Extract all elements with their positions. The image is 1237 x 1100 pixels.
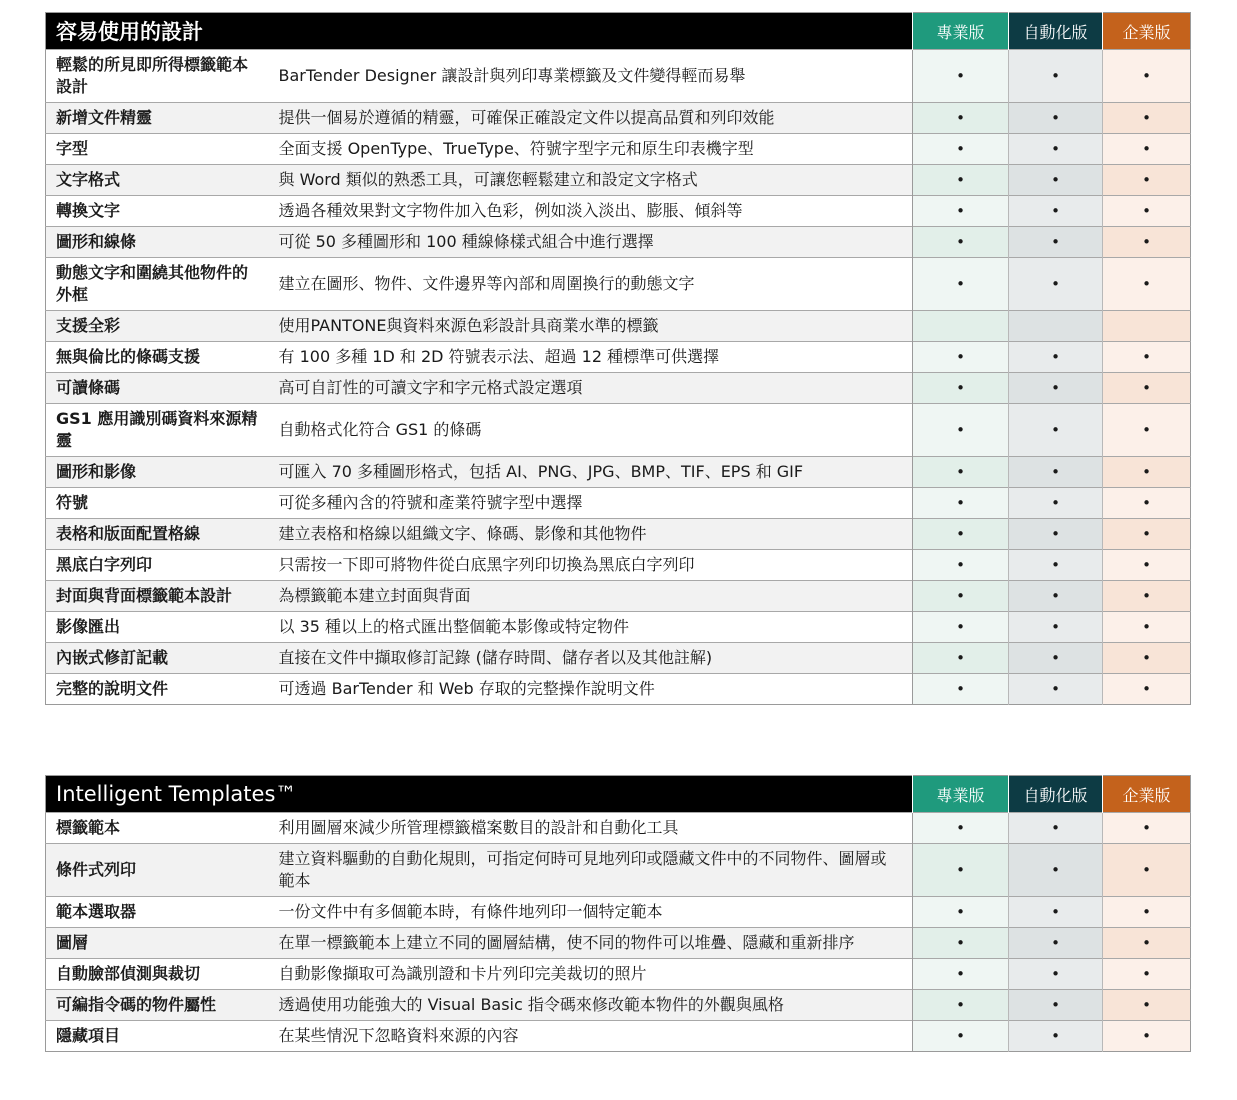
feature-rows — [46, 50, 1191, 705]
availability-mark-auto: • — [1009, 404, 1103, 457]
availability-mark-pro: • — [913, 165, 1009, 196]
feature-description: 自動影像擷取可為識別證和卡片列印完美裁切的照片 — [271, 959, 913, 990]
feature-description: 透過使用功能強大的 Visual Basic 指令碼來修改範本物件的外觀與風格 — [271, 990, 913, 1021]
table-row — [46, 959, 1191, 990]
table-row — [46, 103, 1191, 134]
feature-name: 完整的說明文件 — [46, 674, 271, 705]
feature-name: 條件式列印 — [46, 844, 271, 897]
table-row — [46, 50, 1191, 103]
availability-mark-auto: • — [1009, 674, 1103, 705]
availability-mark-ent: • — [1103, 959, 1191, 990]
feature-name: 表格和版面配置格線 — [46, 519, 271, 550]
feature-description: BarTender Designer 讓設計與列印專業標籤及文件變得輕而易舉 — [271, 50, 913, 103]
availability-mark-ent: • — [1103, 165, 1191, 196]
table-row — [46, 674, 1191, 705]
feature-description: 可透過 BarTender 和 Web 存取的完整操作說明文件 — [271, 674, 913, 705]
edition-header-automation: 自動化版 — [1009, 776, 1103, 813]
availability-mark-auto: • — [1009, 103, 1103, 134]
edition-header-automation: 自動化版 — [1009, 13, 1103, 50]
feature-description: 高可自訂性的可讀文字和字元格式設定選項 — [271, 373, 913, 404]
table-row — [46, 196, 1191, 227]
availability-mark-pro: • — [913, 674, 1009, 705]
feature-description: 建立資料驅動的自動化規則，可指定何時可見地列印或隱藏文件中的不同物件、圖層或範本 — [271, 844, 913, 897]
feature-description: 可從 50 多種圖形和 100 種線條樣式組合中進行選擇 — [271, 227, 913, 258]
edition-header-professional: 專業版 — [913, 13, 1009, 50]
availability-mark-pro: • — [913, 519, 1009, 550]
table-row — [46, 581, 1191, 612]
availability-mark-ent: • — [1103, 813, 1191, 844]
feature-table-intelligent-templates — [45, 775, 1191, 1052]
availability-mark-pro: • — [913, 227, 1009, 258]
feature-description: 建立表格和格線以組織文字、條碼、影像和其他物件 — [271, 519, 913, 550]
feature-name: 新增文件精靈 — [46, 103, 271, 134]
feature-name: 圖形和線條 — [46, 227, 271, 258]
feature-name: 輕鬆的所見即所得標籤範本設計 — [46, 50, 271, 103]
feature-name: 動態文字和圍繞其他物件的外框 — [46, 258, 271, 311]
availability-mark-ent: • — [1103, 227, 1191, 258]
availability-mark-auto: • — [1009, 897, 1103, 928]
availability-mark-pro: • — [913, 196, 1009, 227]
availability-mark-auto: • — [1009, 844, 1103, 897]
feature-name: 支援全彩 — [46, 311, 271, 342]
feature-description: 直接在文件中擷取修訂記錄 (儲存時間、儲存者以及其他註解) — [271, 643, 913, 674]
availability-mark-pro: • — [913, 959, 1009, 990]
availability-mark-auto: • — [1009, 165, 1103, 196]
table-row — [46, 311, 1191, 342]
table-row — [46, 165, 1191, 196]
table-row — [46, 457, 1191, 488]
feature-name: 影像匯出 — [46, 612, 271, 643]
feature-description: 在某些情況下忽略資料來源的內容 — [271, 1021, 913, 1052]
availability-mark-ent — [1103, 311, 1191, 342]
table-row — [46, 519, 1191, 550]
feature-name: 可讀條碼 — [46, 373, 271, 404]
table-row — [46, 643, 1191, 674]
availability-mark-auto: • — [1009, 519, 1103, 550]
feature-name: 圖層 — [46, 928, 271, 959]
edition-header-professional: 專業版 — [913, 776, 1009, 813]
table-row — [46, 227, 1191, 258]
availability-mark-auto: • — [1009, 457, 1103, 488]
feature-description: 一份文件中有多個範本時，有條件地列印一個特定範本 — [271, 897, 913, 928]
availability-mark-ent: • — [1103, 342, 1191, 373]
feature-description: 可從多種內含的符號和產業符號字型中選擇 — [271, 488, 913, 519]
availability-mark-ent: • — [1103, 488, 1191, 519]
section-title: 容易使用的設計 — [46, 13, 913, 50]
availability-mark-auto: • — [1009, 50, 1103, 103]
availability-mark-pro: • — [913, 457, 1009, 488]
availability-mark-ent: • — [1103, 1021, 1191, 1052]
feature-name: 文字格式 — [46, 165, 271, 196]
availability-mark-ent: • — [1103, 519, 1191, 550]
availability-mark-ent: • — [1103, 50, 1191, 103]
availability-mark-auto: • — [1009, 612, 1103, 643]
feature-description: 透過各種效果對文字物件加入色彩，例如淡入淡出、膨脹、傾斜等 — [271, 196, 913, 227]
feature-name: 內嵌式修訂記載 — [46, 643, 271, 674]
table-row — [46, 897, 1191, 928]
availability-mark-auto: • — [1009, 813, 1103, 844]
availability-mark-pro: • — [913, 550, 1009, 581]
feature-name: 無與倫比的條碼支援 — [46, 342, 271, 373]
feature-description: 使用PANTONE與資料來源色彩設計具商業水準的標籤 — [271, 311, 913, 342]
availability-mark-auto: • — [1009, 373, 1103, 404]
availability-mark-auto: • — [1009, 196, 1103, 227]
feature-description: 與 Word 類似的熟悉工具，可讓您輕鬆建立和設定文字格式 — [271, 165, 913, 196]
feature-description: 全面支援 OpenType、TrueType、符號字型字元和原生印表機字型 — [271, 134, 913, 165]
availability-mark-auto: • — [1009, 550, 1103, 581]
availability-mark-ent: • — [1103, 897, 1191, 928]
availability-mark-pro: • — [913, 1021, 1009, 1052]
feature-description: 以 35 種以上的格式匯出整個範本影像或特定物件 — [271, 612, 913, 643]
availability-mark-ent: • — [1103, 674, 1191, 705]
feature-description: 利用圖層來減少所管理標籤檔案數目的設計和自動化工具 — [271, 813, 913, 844]
availability-mark-pro: • — [913, 928, 1009, 959]
availability-mark-auto: • — [1009, 643, 1103, 674]
feature-name: 可編指令碼的物件屬性 — [46, 990, 271, 1021]
availability-mark-pro: • — [913, 258, 1009, 311]
availability-mark-pro — [913, 311, 1009, 342]
feature-description: 可匯入 70 多種圖形格式，包括 AI、PNG、JPG、BMP、TIF、EPS 和 GIF — [271, 457, 913, 488]
table-row — [46, 612, 1191, 643]
availability-mark-auto: • — [1009, 581, 1103, 612]
availability-mark-pro: • — [913, 897, 1009, 928]
feature-table-easy-design — [45, 12, 1191, 705]
availability-mark-auto: • — [1009, 488, 1103, 519]
table-row — [46, 488, 1191, 519]
availability-mark-pro: • — [913, 488, 1009, 519]
availability-mark-ent: • — [1103, 373, 1191, 404]
availability-mark-ent: • — [1103, 928, 1191, 959]
table-row — [46, 404, 1191, 457]
availability-mark-pro: • — [913, 581, 1009, 612]
availability-mark-auto: • — [1009, 959, 1103, 990]
feature-description: 在單一標籤範本上建立不同的圖層結構，使不同的物件可以堆疊、隱藏和重新排序 — [271, 928, 913, 959]
availability-mark-ent: • — [1103, 457, 1191, 488]
availability-mark-pro: • — [913, 373, 1009, 404]
table-row — [46, 550, 1191, 581]
feature-description: 為標籤範本建立封面與背面 — [271, 581, 913, 612]
feature-name: 黑底白字列印 — [46, 550, 271, 581]
availability-mark-auto — [1009, 311, 1103, 342]
availability-mark-ent: • — [1103, 643, 1191, 674]
feature-rows — [46, 813, 1191, 1052]
table-row — [46, 990, 1191, 1021]
feature-description: 有 100 多種 1D 和 2D 符號表示法、超過 12 種標準可供選擇 — [271, 342, 913, 373]
availability-mark-auto: • — [1009, 990, 1103, 1021]
availability-mark-ent: • — [1103, 844, 1191, 897]
edition-header-enterprise: 企業版 — [1103, 776, 1191, 813]
availability-mark-ent: • — [1103, 134, 1191, 165]
table-row — [46, 373, 1191, 404]
availability-mark-pro: • — [913, 643, 1009, 674]
feature-description: 只需按一下即可將物件從白底黑字列印切換為黑底白字列印 — [271, 550, 913, 581]
availability-mark-pro: • — [913, 844, 1009, 897]
availability-mark-ent: • — [1103, 196, 1191, 227]
feature-description: 自動格式化符合 GS1 的條碼 — [271, 404, 913, 457]
table-row — [46, 342, 1191, 373]
feature-name: GS1 應用識別碼資料來源精靈 — [46, 404, 271, 457]
availability-mark-auto: • — [1009, 227, 1103, 258]
feature-description: 提供一個易於遵循的精靈，可確保正確設定文件以提高品質和列印效能 — [271, 103, 913, 134]
availability-mark-pro: • — [913, 342, 1009, 373]
availability-mark-ent: • — [1103, 550, 1191, 581]
table-row — [46, 258, 1191, 311]
availability-mark-pro: • — [913, 404, 1009, 457]
feature-name: 轉換文字 — [46, 196, 271, 227]
table-row — [46, 134, 1191, 165]
availability-mark-ent: • — [1103, 258, 1191, 311]
table-row — [46, 813, 1191, 844]
availability-mark-pro: • — [913, 813, 1009, 844]
feature-name: 圖形和影像 — [46, 457, 271, 488]
availability-mark-ent: • — [1103, 581, 1191, 612]
availability-mark-pro: • — [913, 134, 1009, 165]
availability-mark-auto: • — [1009, 342, 1103, 373]
table-row — [46, 844, 1191, 897]
availability-mark-auto: • — [1009, 928, 1103, 959]
feature-name: 字型 — [46, 134, 271, 165]
section-title: Intelligent Templates™ — [46, 776, 913, 813]
table-row — [46, 1021, 1191, 1052]
table-row — [46, 928, 1191, 959]
availability-mark-pro: • — [913, 990, 1009, 1021]
availability-mark-ent: • — [1103, 990, 1191, 1021]
feature-name: 符號 — [46, 488, 271, 519]
feature-name: 隱藏項目 — [46, 1021, 271, 1052]
availability-mark-pro: • — [913, 50, 1009, 103]
availability-mark-ent: • — [1103, 103, 1191, 134]
edition-header-enterprise: 企業版 — [1103, 13, 1191, 50]
feature-name: 標籤範本 — [46, 813, 271, 844]
availability-mark-pro: • — [913, 612, 1009, 643]
availability-mark-auto: • — [1009, 134, 1103, 165]
feature-name: 自動臉部偵測與裁切 — [46, 959, 271, 990]
availability-mark-pro: • — [913, 103, 1009, 134]
availability-mark-auto: • — [1009, 1021, 1103, 1052]
availability-mark-ent: • — [1103, 612, 1191, 643]
feature-description: 建立在圖形、物件、文件邊界等內部和周圍換行的動態文字 — [271, 258, 913, 311]
feature-name: 封面與背面標籤範本設計 — [46, 581, 271, 612]
feature-name: 範本選取器 — [46, 897, 271, 928]
availability-mark-ent: • — [1103, 404, 1191, 457]
availability-mark-auto: • — [1009, 258, 1103, 311]
